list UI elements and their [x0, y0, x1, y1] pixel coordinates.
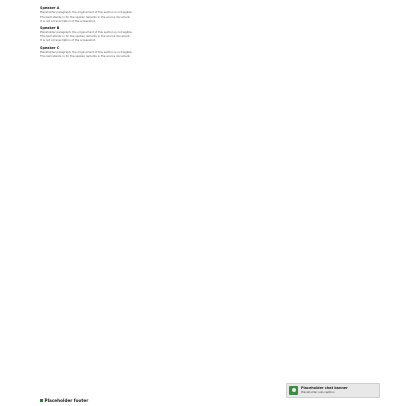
- chat-avatar-icon: [289, 386, 298, 395]
- speaker-label: Speaker B: [40, 25, 60, 30]
- speech-paragraph: [40, 10, 380, 22]
- speech-line: Placeholder paragraph: the original text of this section is not legible.: [40, 30, 133, 35]
- chat-widget-title: Placeholder chat banner: [301, 386, 348, 391]
- speech-line: It is not a transcription of the screenshot.: [40, 18, 96, 23]
- speaker-label: Speaker C: [40, 45, 60, 50]
- speech-paragraph: [40, 30, 380, 42]
- transcript-section: [40, 26, 380, 43]
- chat-widget[interactable]: [286, 383, 380, 398]
- speech-line: This text stands in for the spoken remarks in the source document.: [40, 54, 131, 59]
- square-bullet-icon: [40, 399, 43, 402]
- transcript-body: [40, 6, 380, 61]
- transcript-section: [40, 6, 380, 23]
- chat-widget-subtitle: Placeholder sub-caption: [301, 390, 335, 395]
- speech-line: This text stands in for the spoken remarks in the source document.: [40, 14, 131, 19]
- transcript-section: [40, 46, 380, 59]
- speech-line: This text stands in for the spoken remarks in the source document.: [40, 34, 131, 39]
- speech-line: It is not a transcription of the screenshot.: [40, 38, 96, 43]
- speaker-label: Speaker A: [40, 6, 60, 10]
- speech-line: Placeholder paragraph: the original text of this section is not legible.: [40, 10, 133, 15]
- speech-line: Placeholder paragraph: the original text of this section is not legible.: [40, 50, 133, 55]
- speech-paragraph: [40, 50, 380, 58]
- footer-label: Placeholder footer: [40, 398, 88, 403]
